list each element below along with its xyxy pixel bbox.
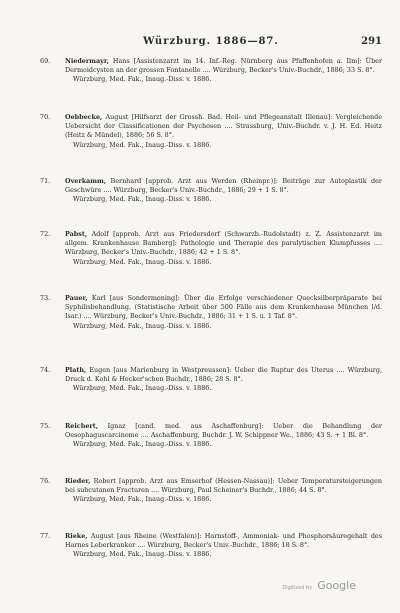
digitized-by-text: Digitized by (282, 585, 313, 591)
entry-body (65, 113, 382, 150)
entry-body (65, 477, 382, 505)
page-number: 291 (361, 36, 382, 47)
entry-body (65, 57, 382, 85)
dissertation-note: Würzburg, Med. Fak., Inaug.-Diss. v. 1886. (73, 195, 212, 204)
entry-74 (40, 366, 382, 394)
entry-69 (40, 57, 382, 85)
entry-number: 74. (40, 366, 51, 374)
author-name: Overkamm, (65, 177, 107, 185)
running-title: Würzburg. 1886—87. (143, 36, 279, 47)
entry-number: 69. (40, 57, 51, 65)
entry-number: 73. (40, 294, 51, 302)
entry-body (65, 366, 382, 394)
dissertation-note: Würzburg, Med. Fak., Inaug.-Diss. v. 1886. (73, 140, 212, 149)
entry-body (65, 294, 382, 331)
author-name: Reichert, (65, 422, 98, 430)
entry-number: 72. (40, 230, 51, 238)
entry-text: August [Hilfsarzt der Grossh. Bad. Heil- und Pflegeanstalt Illenau]: Vergleichende Uebersicht der Classificationen der Psychosen .... Strassburg, Univ.-Buchdr. v. J. H. Ed. Heitz (Heitz & Mündel), 1886; 56 S. 8°. (65, 113, 382, 140)
entry-text: Adolf [approb. Arzt aus Friedersdorf (Schwarzb.-Rudolstadt) z. Z. Assistenzarzt im allgem. Krankenhause Bamberg]: Pathologie und Therapie des paralytischen Klumpfusses .... Würzburg, Becker's Univ.-Buchdr., 1886; 42 + 1 S. 8°. (65, 230, 382, 257)
entry-number: 75. (40, 422, 51, 430)
entry-number: 76. (40, 477, 51, 485)
entry-76 (40, 477, 382, 505)
entry-71 (40, 177, 382, 205)
google-watermark (282, 574, 356, 593)
entry-text: Robert [approb. Arzt aus Emserhof (Hessen-Nassau)]: Ueber Temperatursteigerungen bei subcutanen Fracturen .... Würzburg, Paul Scheiner's Buchdr., 1886; 44 S. 8°. (65, 477, 382, 495)
entry-75 (40, 422, 382, 450)
dissertation-note: Würzburg, Med. Fak., Inaug.-Diss. v. 1886. (73, 440, 212, 449)
entry-number: 70. (40, 113, 51, 121)
dissertation-note: Würzburg, Med. Fak., Inaug.-Diss. v. 1886. (73, 257, 212, 266)
entry-body (65, 230, 382, 267)
entry-77 (40, 532, 382, 560)
entry-text: Eugen [aus Marienburg in Westpreussen]: Ueber die Ruptur des Uterus .... Würzburg, Druck d. Kohl & Hecker'schen Buchdr., 1886; 28 S. 8°. (65, 366, 382, 384)
entry-text: Karl [aus Sondermoning]: Über die Erfolge verschiedener Quecksilberpräparate bei Syphilisbehandlung. (Statistische Arbeit über 500 Fälle aus dem Krankenhause München l/d. Isar.) .... Würzburg, Becker's Univ.-Buchdr., 1886; 31 + 1 S. u. 1 Taf. 8°. (65, 294, 382, 321)
dissertation-note: Würzburg, Med. Fak., Inaug.-Diss. v. 1886. (73, 321, 212, 330)
google-logo-text: Google (317, 579, 356, 592)
entry-text: Bernhard [approb. Arzt aus Werden (Rheinpr.)]: Beiträge zur Autoplastik der Geschwüre .... Würzburg, Becker's Univ.-Buchdr., 1886; 29 + 1 S. 8°. (65, 177, 382, 195)
dissertation-note: Würzburg, Med. Fak., Inaug.-Diss. v. 1886. (73, 384, 212, 393)
author-name: Oebbecke, (65, 113, 103, 121)
author-name: Rieder, (65, 477, 91, 485)
entry-text: August [aus Rheine (Westfalen)]: Harnstoff-, Ammoniak- und Phosphorsäuregehalt des Harnes Leberkranker .... Würzburg, Becker's Univ.-Buchdr., 1886; 18 S. 8°. (65, 532, 382, 550)
author-name: Pauer, (65, 294, 88, 302)
dissertation-note: Würzburg, Med. Fak., Inaug.-Diss. v. 1886. (73, 75, 212, 84)
entry-text: Hans [Assistenzarzt im 14. Inf.-Reg. Nürnberg aus Pfaffenhofen a. Ilm]: Über Dermoidcysten an der grossen Fontanelle .... Würzburg, Becker's Univ.-Buchdr., 1886; 33 S. 8°. (65, 57, 382, 75)
author-name: Plath, (65, 366, 87, 374)
entry-number: 77. (40, 532, 51, 540)
author-name: Rieke, (65, 532, 88, 540)
entry-number: 71. (40, 177, 51, 185)
entry-73 (40, 294, 382, 331)
entry-72 (40, 230, 382, 267)
entry-text: Ignaz [cand. med. aus Aschaffenburg]: Ueber die Behandlung der Oesophaguscarcinome .... Aschaffenburg, Buchdr. J. W. Schippner We., 1886; 43 S. + 1 Bl. 8°. (65, 422, 382, 440)
dissertation-note: Würzburg, Med. Fak., Inaug.-Diss. v. 1886. (73, 550, 212, 559)
dissertation-note: Würzburg, Med. Fak., Inaug.-Diss. v. 1886. (73, 495, 212, 504)
entry-body (65, 532, 382, 560)
entry-body (65, 422, 382, 450)
entry-body (65, 177, 382, 205)
author-name: Niedermayr, (65, 57, 109, 65)
author-name: Pabst, (65, 230, 88, 238)
entry-70 (40, 113, 382, 150)
